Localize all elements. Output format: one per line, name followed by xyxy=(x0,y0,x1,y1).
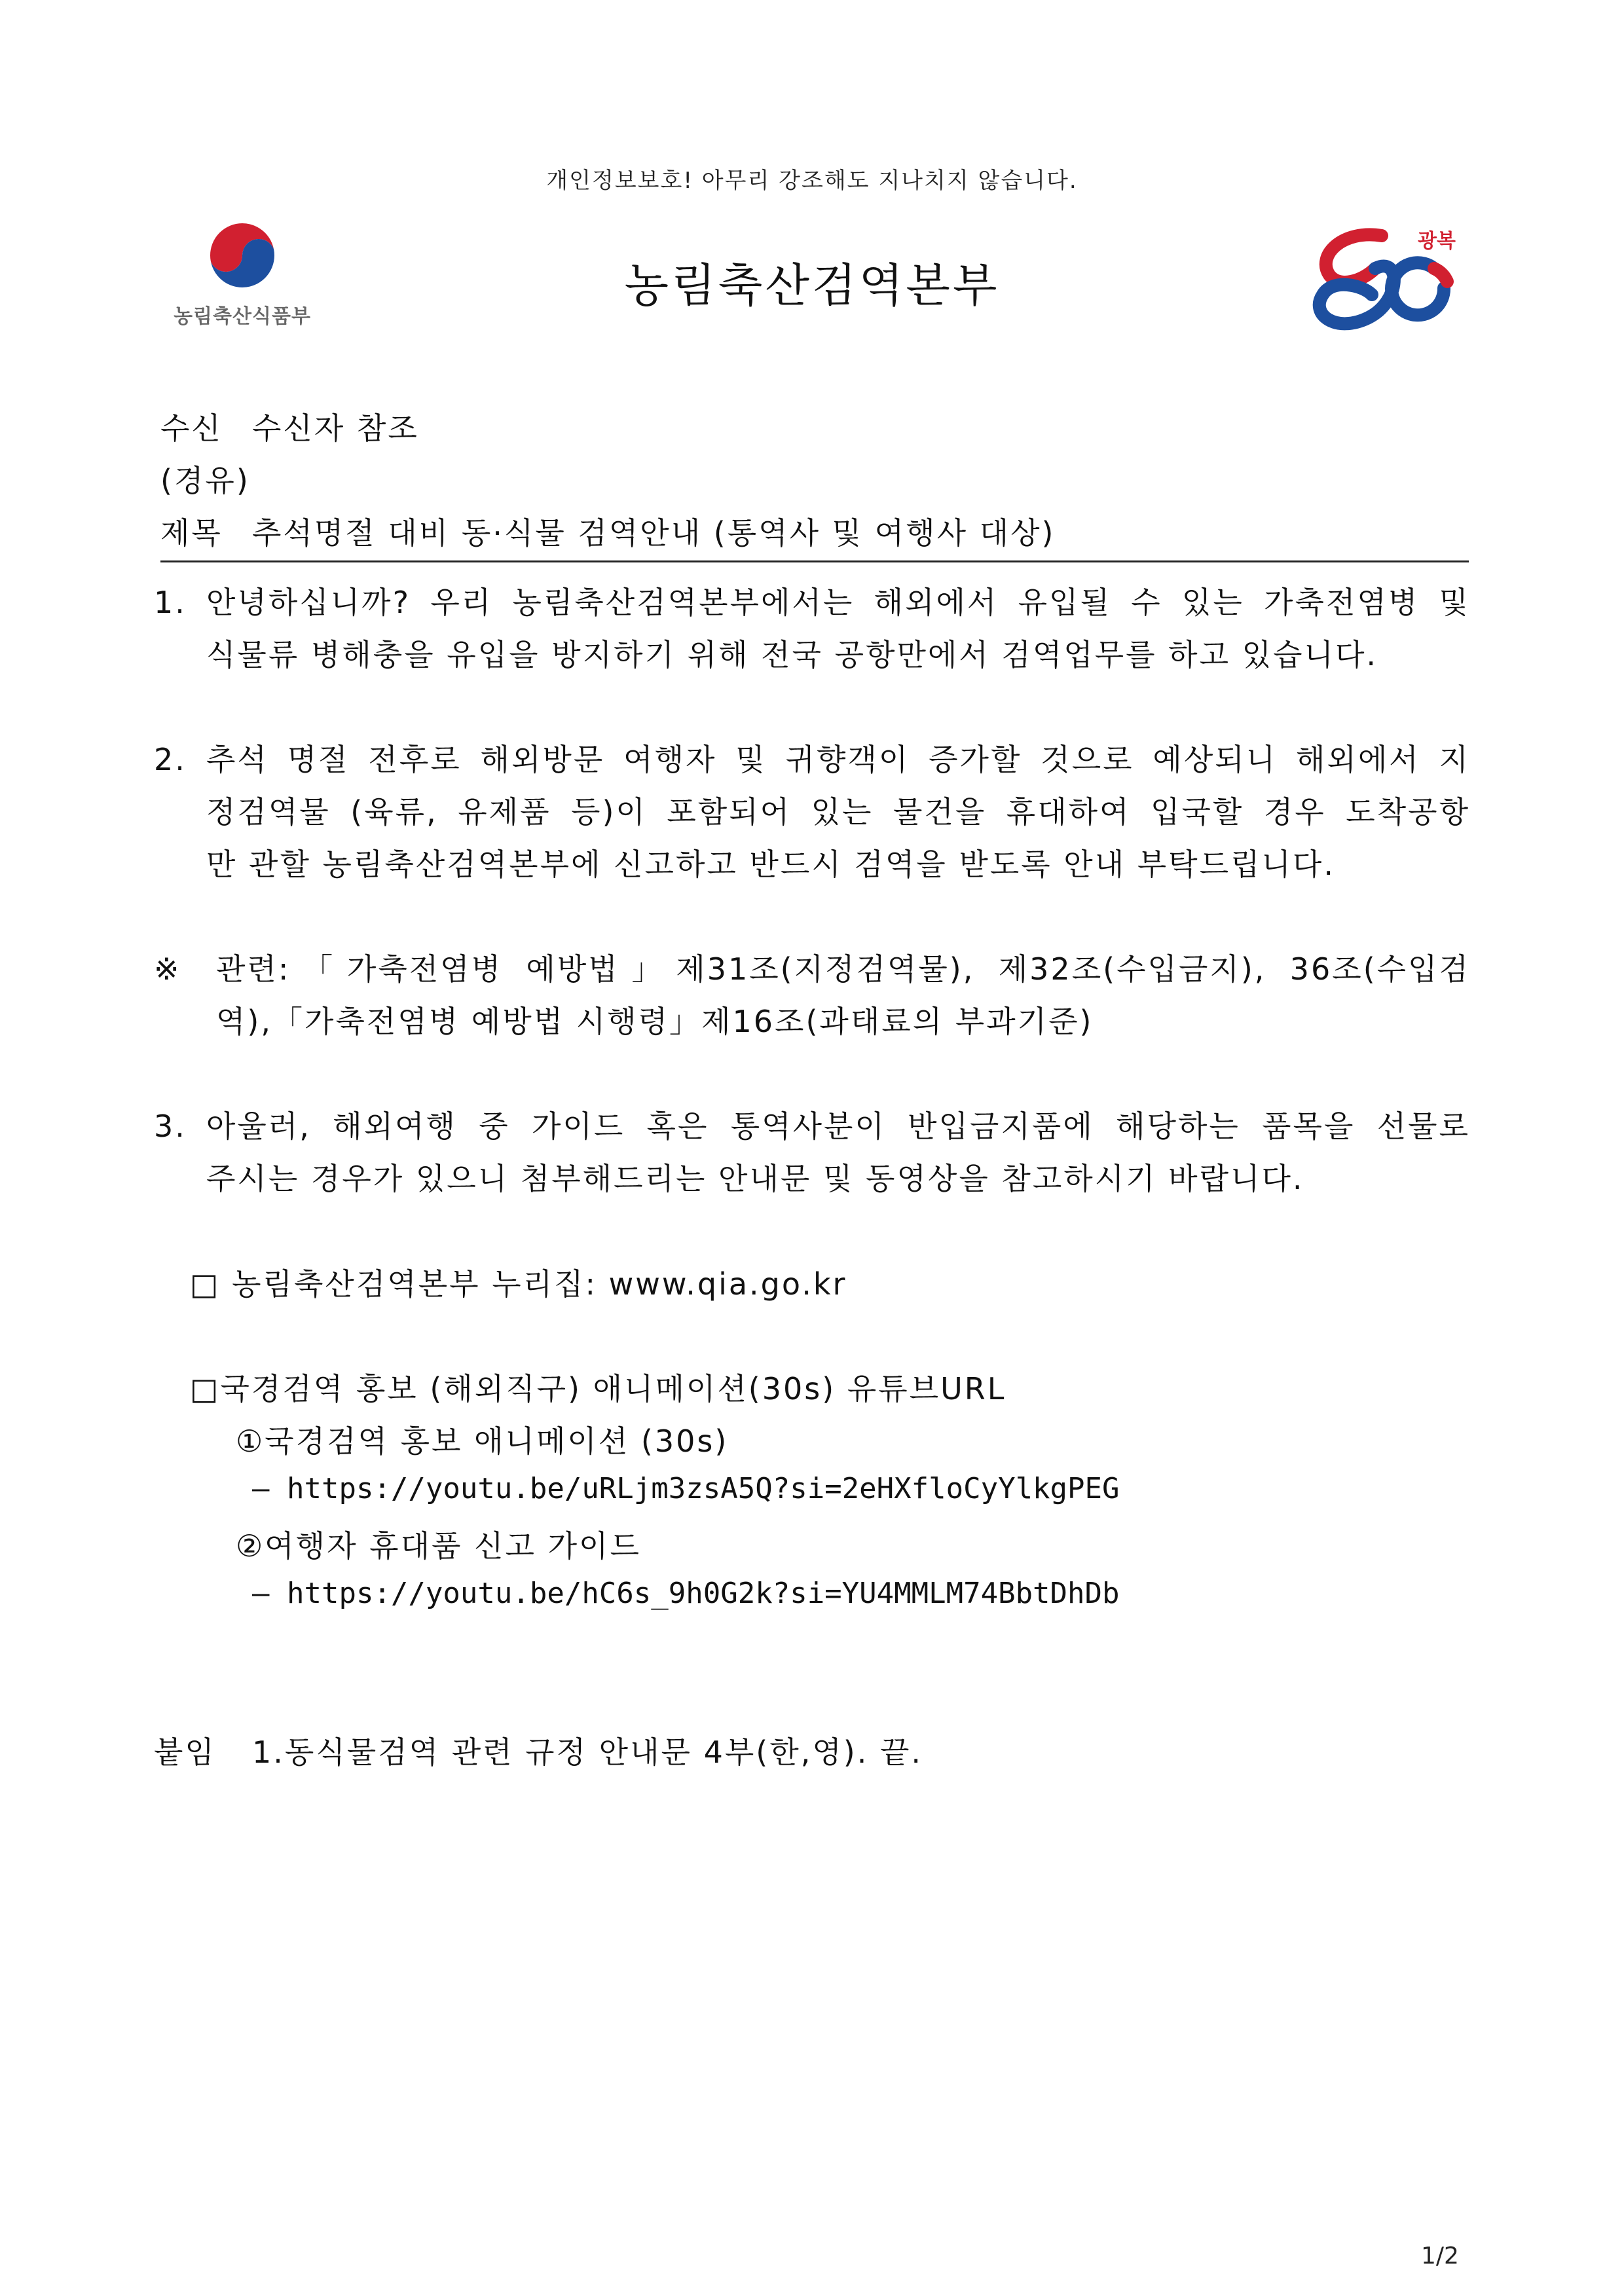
document-header-title: 농림축산검역본부 xyxy=(624,259,1000,312)
subject-value: 추석명절 대비 동·식물 검역안내 (통역사 및 여행사 대상) xyxy=(252,515,1056,551)
paragraph-1 xyxy=(154,576,1470,681)
video-list-heading: □국경검역 홍보 (해외직구) 애니메이션(30s) 유튜브URL xyxy=(190,1371,1006,1406)
paragraph-1-line-1: 안녕하십니까? 우리 농림축산검역본부에서는 해외에서 유입될 수 있는 가축전염병 및 xyxy=(206,585,1470,620)
paragraph-1-number: 1. xyxy=(154,585,187,620)
note-line-1: 관련:「가축전염병 예방법」제31조(지정검역물), 제32조(수입금지), 36조(수입검 xyxy=(216,951,1470,987)
paragraph-1-line-2: 식물류 병해충을 유입을 방지하기 위해 전국 공항만에서 검역업무를 하고 있습니다. xyxy=(206,637,1378,672)
video-2-url-link[interactable]: – https://youtu.be/hC6s_9h0G2k?si=YU4MMLM74BbtDhDb xyxy=(252,1577,1120,1610)
subject-label: 제목 xyxy=(160,515,223,551)
paragraph-2 xyxy=(154,733,1470,890)
anniversary-text: 광복 xyxy=(1418,230,1456,253)
attachment-label: 붙임 xyxy=(154,1735,216,1770)
video-2-title: ②여행자 휴대품 신고 가이드 xyxy=(236,1528,641,1564)
video-1-url-link[interactable]: – https://youtu.be/uRLjm3zsA5Q?si=2eHXfloCyYlkgPEG xyxy=(252,1472,1120,1505)
paragraph-3-number: 3. xyxy=(154,1109,187,1144)
note-mark: ※ xyxy=(154,951,181,987)
video-1-title: ①국경검역 홍보 애니메이션 (30s) xyxy=(236,1423,729,1459)
homepage-link[interactable]: □ 농림축산검역본부 누리집: www.qia.go.kr xyxy=(190,1266,847,1302)
privacy-slogan: 개인정보보호! 아무리 강조해도 지나치지 않습니다. xyxy=(546,168,1078,194)
note-line-2: 역),「가축전염병 예방법 시행령」제16조(과태료의 부과기준) xyxy=(216,1004,1094,1039)
paragraph-3 xyxy=(154,1100,1470,1205)
paragraph-2-line-2: 정검역물 (육류, 유제품 등)이 포함되어 있는 물건을 휴대하여 입국할 경우 도착공항 xyxy=(206,794,1470,830)
ministry-name: 농림축산식품부 xyxy=(174,305,311,328)
attachment-text: 1.동식물검역 관련 규정 안내문 4부(한,영). 끝. xyxy=(252,1735,923,1770)
attachment-row xyxy=(154,1729,923,1772)
legal-note xyxy=(154,943,1470,1048)
paragraph-2-number: 2. xyxy=(154,742,187,777)
paragraph-2-line-1: 추석 명절 전후로 해외방문 여행자 및 귀향객이 증가할 것으로 예상되니 해외에서 지 xyxy=(206,742,1470,777)
liberation-80-logo xyxy=(1303,216,1473,340)
header-divider xyxy=(160,560,1469,562)
via-label: (경유) xyxy=(160,463,250,498)
via-row xyxy=(160,457,250,500)
paragraph-3-line-1: 아울러, 해외여행 중 가이드 혹은 통역사분이 반입금지품에 해당하는 품목을 선물로 xyxy=(206,1109,1470,1144)
paragraph-2-line-3: 만 관할 농림축산검역본부에 신고하고 반드시 검역을 받도록 안내 부탁드립니다. xyxy=(206,847,1335,882)
recipient-row xyxy=(160,405,419,448)
anniversary-80-icon xyxy=(1303,216,1473,340)
page-number: 1/2 xyxy=(1421,2243,1459,2269)
subject-row xyxy=(160,509,1055,553)
paragraph-3-line-2: 주시는 경우가 있으니 첨부해드리는 안내문 및 동영상을 참고하시기 바랍니다. xyxy=(206,1161,1304,1196)
recipient-value: 수신자 참조 xyxy=(252,411,419,446)
recipient-label: 수신 xyxy=(160,411,223,446)
